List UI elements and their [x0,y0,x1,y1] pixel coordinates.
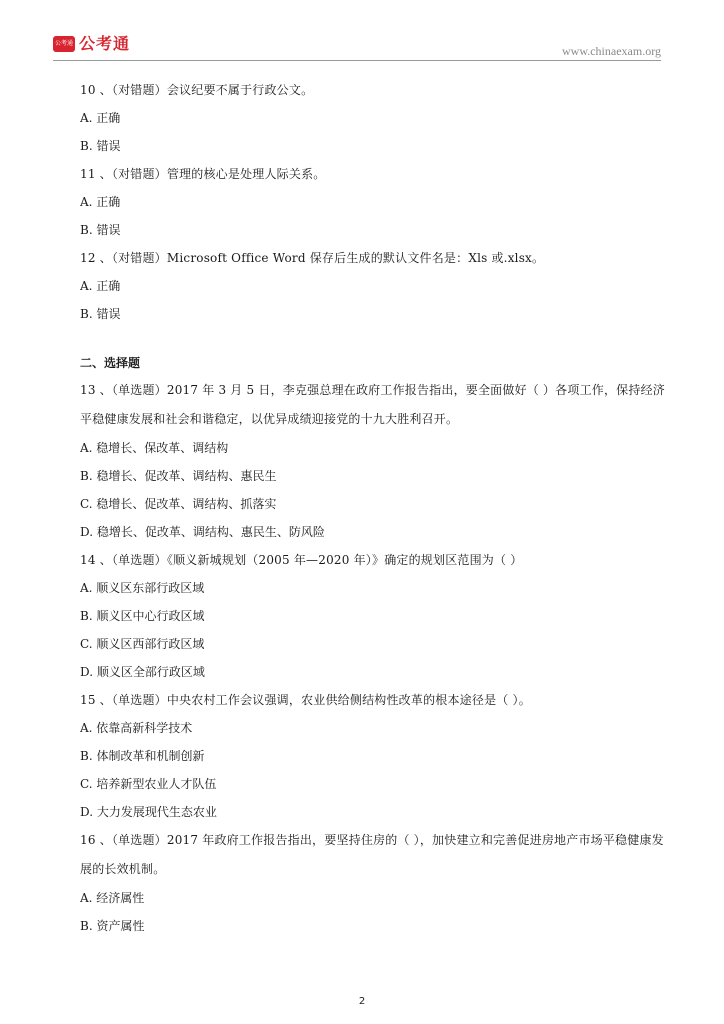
option-c: C. 顺义区西部行政区域 [80,637,205,651]
logo-badge: 公考通 [53,36,75,52]
option-b: B. 错误 [80,223,121,237]
option-a: A. 正确 [80,195,121,209]
option-a: A. 依靠高新科学技术 [80,721,193,735]
option-a: A. 顺义区东部行政区域 [80,581,205,595]
option-b: B. 资产属性 [80,919,145,933]
question-15 [80,686,670,826]
header-divider [53,60,661,61]
question-11 [80,160,670,244]
question-13 [80,376,670,546]
option-b: B. 体制改革和机制创新 [80,749,205,763]
option-d: D. 稳增长、促改革、调结构、惠民生、防风险 [80,525,325,539]
option-b: B. 稳增长、促改革、调结构、惠民生 [80,469,277,483]
logo-text: 公考通 [79,34,131,53]
site-url: www.chinaexam.org [562,44,661,58]
option-a: A. 正确 [80,279,121,293]
question-text: 13 、（单选题）2017 年 3 月 5 日，李克强总理在政府工作报告指出，要全面做好（ ）各项工作，保持经济平稳健康发展和社会和谐稳定，以优异成绩迎接党的十九大胜利召开。 [80,383,665,426]
question-14 [80,546,670,686]
question-16 [80,826,670,940]
page-header [0,0,724,62]
option-c: C. 培养新型农业人才队伍 [80,777,217,791]
option-a: A. 经济属性 [80,891,145,905]
logo [53,35,130,53]
question-text: 16 、（单选题）2017 年政府工作报告指出，要坚持住房的（ ），加快建立和完善促进房地产市场平稳健康发展的长效机制。 [80,833,664,876]
option-a: A. 正确 [80,111,121,125]
question-text: 10 、（对错题）会议纪要不属于行政公文。 [80,83,314,97]
question-12 [80,244,670,328]
question-10 [80,76,670,160]
section-title: 二、选择题 [80,356,141,370]
page-number: 2 [358,996,366,1007]
option-b: B. 错误 [80,139,121,153]
option-c: C. 稳增长、促改革、调结构、抓落实 [80,497,277,511]
option-b: B. 顺义区中心行政区域 [80,609,205,623]
option-d: D. 大力发展现代生态农业 [80,805,217,819]
question-text: 15 、（单选题）中央农村工作会议强调，农业供给侧结构性改革的根本途径是（ ）。 [80,693,531,707]
question-text: 11 、（对错题）管理的核心是处理人际关系。 [80,167,326,181]
question-text: 12 、（对错题）Microsoft Office Word 保存后生成的默认文件名是：Xls 或.xlsx。 [80,251,545,265]
question-text: 14 、（单选题）《顺义新城规划（2005 年—2020 年）》确定的规划区范围为（ ） [80,553,523,567]
option-d: D. 顺义区全部行政区域 [80,665,205,679]
document-body [80,76,670,940]
option-b: B. 错误 [80,307,121,321]
option-a: A. 稳增长、保改革、调结构 [80,441,229,455]
